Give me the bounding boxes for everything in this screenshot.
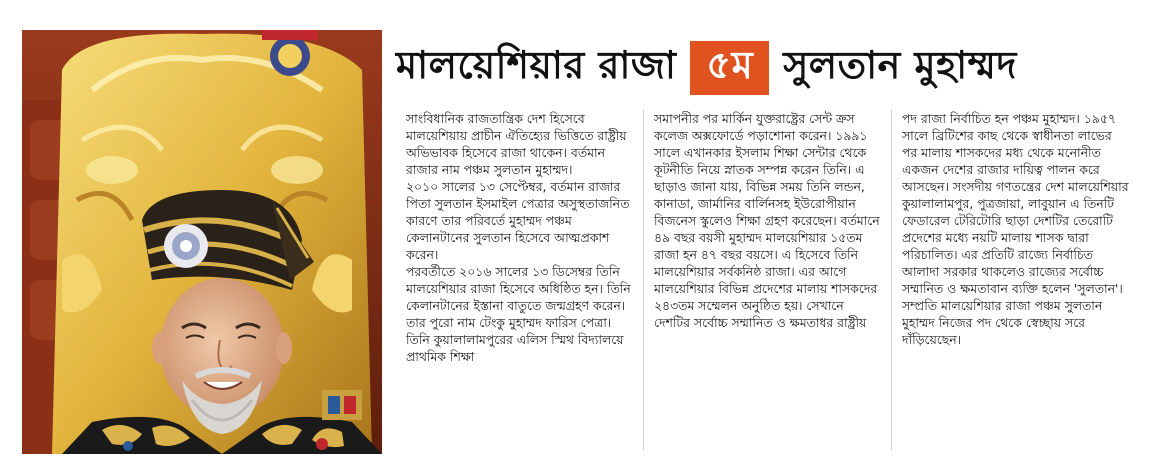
column-3-paragraph: পদ রাজা নির্বাচিত হন পঞ্চম মুহাম্মদ। ১৯৫৭ সালে ব্রিটিশের কাছ থেকে স্বাধীনতা লাভের পর মালায় শাসকদের মধ্য থেকে মনোনীত একজন দেশের রাজার দায়িত্ব পালন করে আসছেন। সংসদীয় গণতন্ত্রের দেশ মালয়েশিয়ার কুয়ালালামপুর, পুত্রজায়া, লাবুয়ান এ তিনটি ফেডারেল টেরিটোরি ছাড়া দেশটির তেরোটি প্রদেশের মধ্যে নয়টি মালায় শাসক দ্বারা পরিচালিত। এর প্রতিটি রাজ্যে নির্বাচিত আলাদা সরকার থাকলেও রাজ্যের সর্বোচ্চ সম্মানিত ও ক্ষমতাবান ব্যক্তি হলেন 'সুলতান'। সম্প্রতি মালয়েশিয়ার রাজা পঞ্চম সুলতান মুহাম্মদ নিজের পদ থেকে স্বেচ্ছায় সরে দাঁড়িয়েছেন।	[902, 111, 1129, 347]
news-clipping	[22, 30, 1140, 454]
headline-part-1: মালয়েশিয়ার রাজা	[396, 43, 677, 87]
column-1-paragraph-1: সাংবিধানিক রাজতান্ত্রিক দেশ হিসেবে মালয়েশিয়ায় প্রাচীন ঐতিহ্যের ভিত্তিতে রাষ্ট্রীয় অভিভাবক হিসেবে রাজা থাকেন। বর্তমান রাজার নাম পঞ্চম সুলতান মুহাম্মদ।	[406, 111, 627, 177]
column-2-paragraph: সমাপনীর পর মার্কিন যুক্তরাষ্ট্রের সেন্ট ক্রস কলেজ অক্সফোর্ডে পড়াশোনা করেন। ১৯৯১ সালে এখানকার ইসলাম শিক্ষা সেন্টার থেকে কূটনীতি নিয়ে স্নাতক সম্পন্ন করেন তিনি। এ ছাড়াও জানা যায়, বিভিন্ন সময় তিনি লন্ডন, কানাডা, জার্মানির বার্লিনসহ ইউরোপীয়ান বিজনেস স্কুলেও শিক্ষা গ্রহণ করেছেন। বর্তমানে ৪৯ বছর বয়সী মুহাম্মদ মালয়েশিয়ার ১৫তম রাজা হন ৪৭ বছর বয়সে। এ হিসেবে তিনি মালয়েশিয়ার সর্বকনিষ্ঠ রাজা। এর আগে মালয়েশিয়ার বিভিন্ন প্রদেশের মালায় শাসকদের ২৪৩তম সম্মেলন অনুষ্ঠিত হয়। সেখানে দেশটির সর্বোচ্চ সম্মানিত ও ক্ষমতাধর রাষ্ট্রীয়	[654, 111, 880, 330]
headline	[396, 34, 1136, 102]
headline-part-2: সুলতান মুহাম্মদ	[783, 43, 1017, 87]
sultan-portrait-photo	[22, 30, 382, 454]
portrait-illustration	[22, 30, 382, 454]
article-column-2	[654, 110, 882, 450]
article-column-3	[902, 110, 1130, 450]
column-1-paragraph-2: ২০১০ সালের ১৩ সেপ্টেম্বর, বর্তমান রাজার পিতা সুলতান ইসমাইল পেত্রার অসুস্থতাজনিত কারণে তার পরিবর্তে মুহাম্মদ পঞ্চম কেলানটানের সুলতান হিসেবে আত্মপ্রকাশ করেন।	[406, 179, 630, 262]
headline-badge: ৫ম	[690, 41, 769, 95]
column-1-paragraph-3: পরবর্তীতে ২০১৬ সালের ১৩ ডিসেম্বর তিনি মালয়েশিয়ার রাজা হিসেবে অধিষ্ঠিত হন। তিনি কেলানটানের ইস্তানা বাতুতে জন্মগ্রহণ করেন। তার পুরো নাম টেংকু মুহাম্মদ ফারিস পেত্রা। তিনি কুয়ালালামপুরের এলিস স্মিথ বিদ্যালয়ে প্রাথমিক শিক্ষা	[406, 264, 631, 364]
column-divider-1	[643, 110, 644, 450]
article-column-1	[406, 110, 634, 450]
article-body	[406, 110, 1130, 450]
column-divider-2	[891, 110, 892, 450]
